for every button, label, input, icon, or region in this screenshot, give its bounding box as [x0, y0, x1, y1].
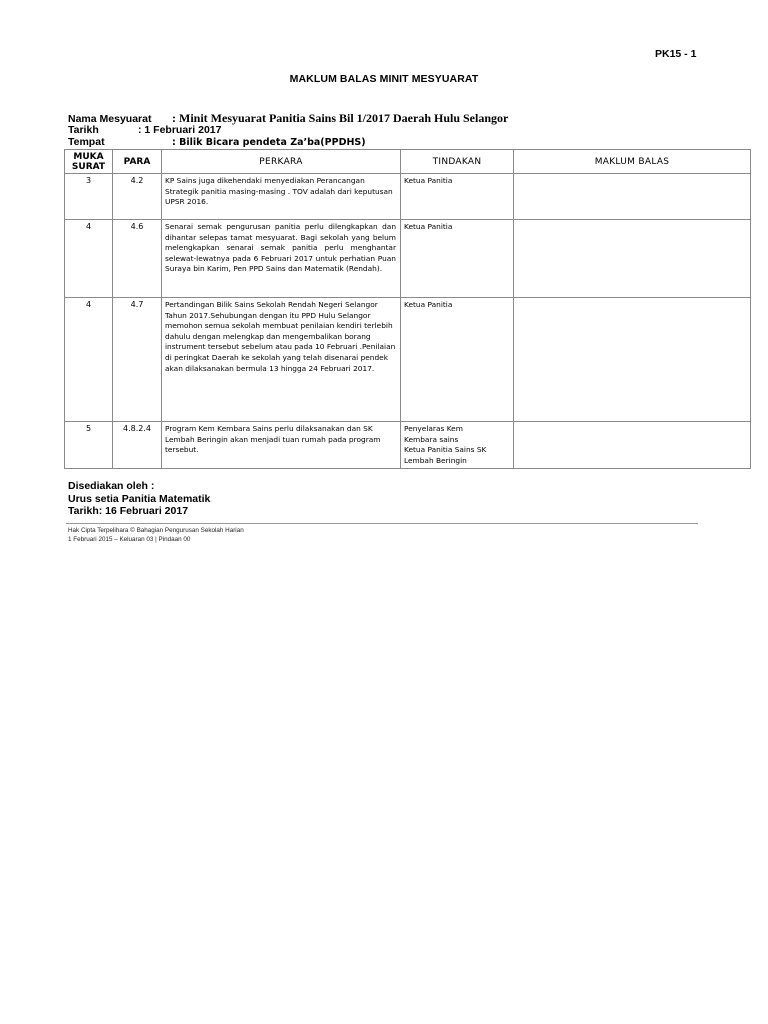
prepared-by-label: Disediakan oleh :: [68, 480, 155, 492]
meeting-name-label: Nama Mesyuarat: [68, 113, 152, 125]
table-row: [65, 298, 751, 422]
table-header-row: [65, 150, 751, 174]
footer-revision: 1 Februari 2015 – Keluaran 03 | Pindaan 00: [68, 536, 191, 543]
cell-muka-surat: 4: [65, 298, 113, 422]
cell-perkara: Pertandingan Bilik Sains Sekolah Rendah Negeri Selangor Tahun 2017.Sehubungan dengan itu PPD Hulu Selangor memohon semua sekolah membuat penilaian kendiri terlebih dahulu dengan melengkap dan mengembalikan borang instrument tersebut sebelum atau pada 10 Februari .Penilaian di peringkat Daerah ke sekolah yang telah disenarai pendek akan dilaksanakan bermula 13 hingga 24 Februari 2017.: [162, 298, 401, 422]
header-muka-surat-line1: MUKA: [73, 151, 104, 162]
cell-para: 4.7: [113, 298, 162, 422]
cell-tindakan: Ketua Panitia: [401, 174, 514, 220]
header-para: PARA: [113, 150, 162, 174]
cell-tindakan: Ketua Panitia: [401, 220, 514, 298]
meeting-date-row: [68, 124, 221, 136]
table-row: [65, 174, 751, 220]
cell-tindakan: [401, 422, 514, 469]
header-maklum-balas: MAKLUM BALAS: [514, 150, 751, 174]
cell-tindakan-line: Ketua Panitia Sains SK: [404, 445, 487, 455]
cell-muka-surat: 4: [65, 220, 113, 298]
cell-perkara: KP Sains juga dikehendaki menyediakan Perancangan Strategik panitia masing-masing . TOV adalah dari keputusan UPSR 2016.: [162, 174, 401, 220]
cell-perkara: Senarai semak pengurusan panitia perlu dilengkapkan dan dihantar selepas tamat mesyuarat. Bagi sekolah yang belum melengkapkan senarai semak panitia perlu menghantar selewat-lewatnya pada 6 Februari 2017 untuk perhatian Puan Suraya bin Karim, Pen PPD Sains dan Matematik (Rendah).: [162, 220, 401, 298]
cell-maklum-balas: [514, 174, 751, 220]
meeting-venue-value: : Bilik Bicara pendeta Za’ba(PPDHS): [172, 137, 366, 148]
footer-divider: [66, 523, 698, 524]
prepared-date: Tarikh: 16 Februari 2017: [68, 505, 189, 517]
cell-para: 4.8.2.4: [113, 422, 162, 469]
cell-tindakan: Ketua Panitia: [401, 298, 514, 422]
cell-muka-surat: 5: [65, 422, 113, 469]
document-code: PK15 - 1: [655, 48, 697, 60]
meeting-name-value: : Minit Mesyuarat Panitia Sains Bil 1/2017 Daerah Hulu Selangor: [172, 111, 509, 125]
cell-maklum-balas: [514, 298, 751, 422]
header-muka-surat-line2: SURAT: [71, 161, 106, 172]
meeting-date-value: : 1 Februari 2017: [138, 124, 222, 136]
meeting-venue-row: [68, 136, 366, 148]
table-row: [65, 422, 751, 469]
header-perkara: PERKARA: [162, 150, 401, 174]
prepared-by-name: Urus setia Panitia Matematik: [68, 493, 211, 505]
footer-copyright: Hak Cipta Terpelihara © Bahagian Pengurusan Sekolah Harian: [68, 527, 244, 534]
cell-para: 4.2: [113, 174, 162, 220]
meeting-venue-label: Tempat: [68, 136, 105, 148]
cell-tindakan-line: Lembah Beringin: [404, 455, 467, 465]
cell-tindakan-line: Kembara sains: [404, 434, 459, 444]
cell-tindakan-line: Penyelaras Kem: [404, 424, 463, 433]
header-tindakan: TINDAKAN: [401, 150, 514, 174]
meeting-date-label: Tarikh: [68, 124, 99, 136]
table-row: [65, 220, 751, 298]
cell-para: 4.6: [113, 220, 162, 298]
cell-perkara: Program Kem Kembara Sains perlu dilaksanakan dan SK Lembah Beringin akan menjadi tuan rumah pada program tersebut.: [162, 422, 401, 469]
minutes-feedback-table: [64, 149, 751, 469]
cell-muka-surat: 3: [65, 174, 113, 220]
cell-maklum-balas: [514, 422, 751, 469]
cell-maklum-balas: [514, 220, 751, 298]
document-title: MAKLUM BALAS MINIT MESYUARAT: [289, 73, 479, 85]
header-muka-surat: [65, 150, 113, 174]
